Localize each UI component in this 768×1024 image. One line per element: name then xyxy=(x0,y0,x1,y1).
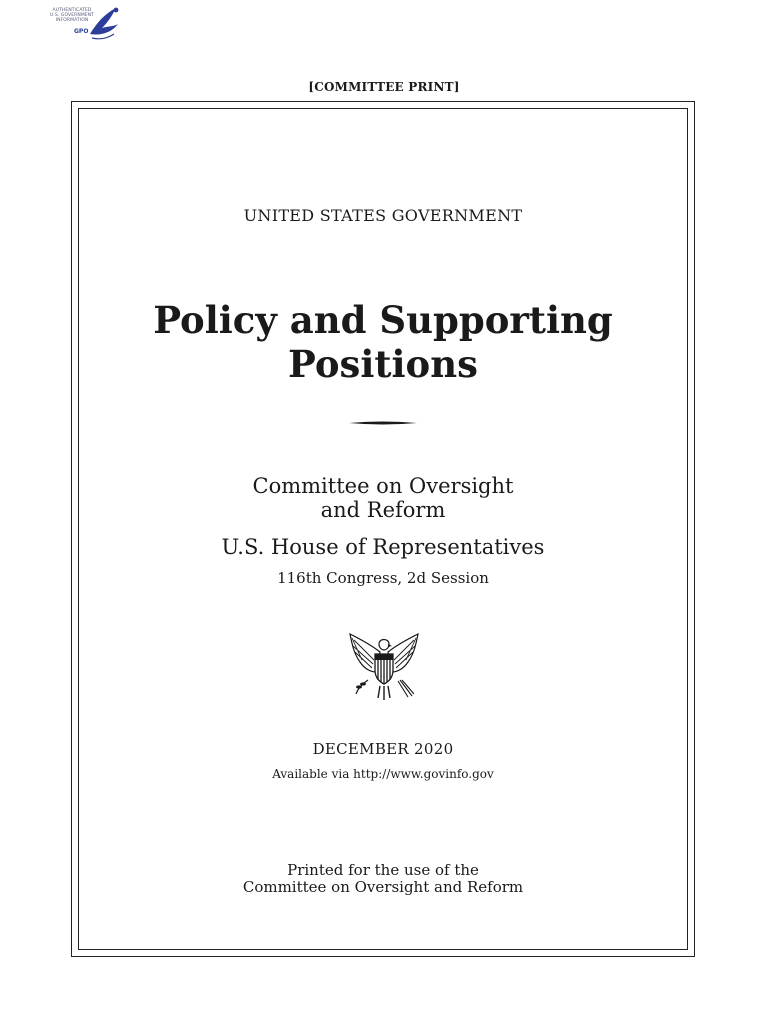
gpo-authentication-badge xyxy=(46,4,122,42)
document-title xyxy=(78,298,688,386)
cover-inner-border xyxy=(78,108,688,950)
gpo-text-line: AUTHENTICATED xyxy=(52,8,92,13)
publication-date: DECEMBER 2020 xyxy=(312,740,454,758)
committee-line: and Reform xyxy=(320,498,446,522)
gpo-abbreviation: GPO xyxy=(74,28,89,35)
title-divider xyxy=(349,419,417,427)
congress-session: 116th Congress, 2d Session xyxy=(277,569,489,587)
availability-notice: Available via http://www.govinfo.gov xyxy=(272,767,494,781)
gpo-eagle-logo-icon xyxy=(86,4,122,42)
printed-for-line: Printed for the use of the xyxy=(287,861,479,879)
us-great-seal-eagle-icon xyxy=(346,630,422,702)
committee-line: Committee on Oversight xyxy=(252,474,514,498)
government-heading: UNITED STATES GOVERNMENT xyxy=(243,206,523,225)
chamber-name: U.S. House of Representatives xyxy=(221,535,545,559)
gpo-text-line: INFORMATION xyxy=(55,18,89,23)
committee-print-label: [COMMITTEE PRINT] xyxy=(308,80,460,94)
title-line: Positions xyxy=(288,342,478,386)
title-line: Policy and Supporting xyxy=(153,298,613,342)
gpo-text-line: U.S. GOVERNMENT xyxy=(49,13,95,18)
printed-for-line: Committee on Oversight and Reform xyxy=(242,878,524,896)
printed-for-notice xyxy=(78,862,688,896)
committee-name xyxy=(78,474,688,522)
